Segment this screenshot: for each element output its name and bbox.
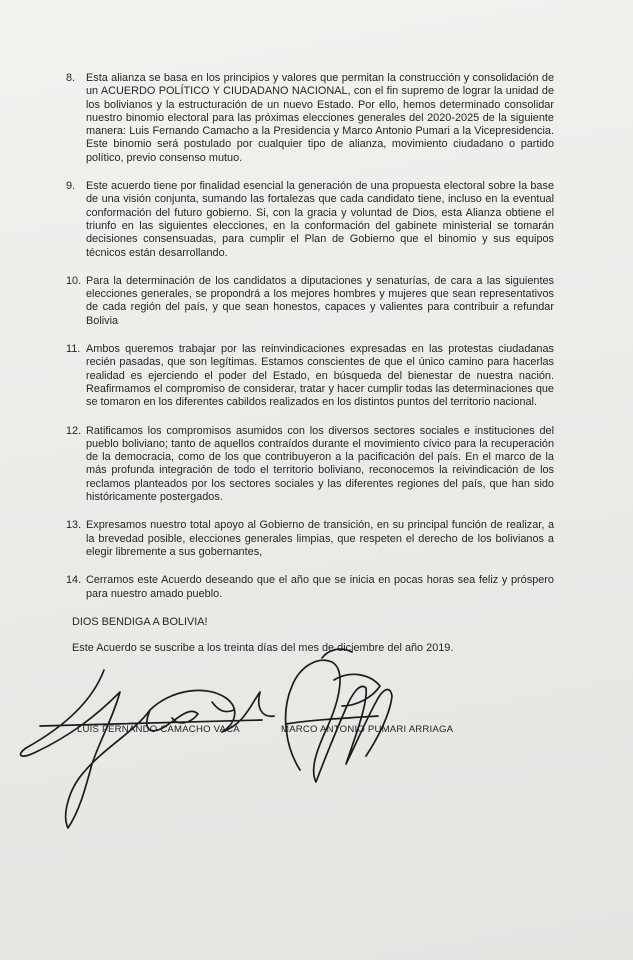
clause-text: Para la determinación de los candidatos a diputaciones y senaturías, de cara a las siguientes elecciones generales, se propondrá a los mejores hombres y mujeres que sean representativos de cada región del país, y que sean honestos, capaces y valientes para contribuir a refundar Bolivia — [86, 274, 554, 327]
signatory-name-pumari: MARCO ANTONIO PUMARI ARRIAGA — [281, 724, 454, 735]
signature-block — [0, 640, 633, 840]
clause-10 — [66, 275, 554, 328]
clause-text: Este acuerdo tiene por finalidad esencial la generación de una propuesta electoral sobre la base de una visión conjunta, sumando las fortalezas que cada candidato tiene, incluso en la eventual conformación del futuro gobierno. Si, con la gracia y voluntad de Dios, esta Alianza obtiene el triunfo en las siguientes elecciones, en la conformación del gabinete ministerial se tomarán decisiones consensuadas, para cumplir el Plan de Gobierno que el binomio y sus equipos técnicos están desarrollando. — [86, 180, 554, 259]
clause-12 — [66, 425, 554, 505]
clause-number: 14. — [66, 574, 82, 587]
clause-number: 8. — [66, 72, 76, 84]
clause-text: Expresamos nuestro total apoyo al Gobierno de transición, en su principal función de realizar, a la brevedad posible, elecciones generales limpias, que respeten el derecho de los bolivianos a elegir libremente a sus gobernantes, — [86, 519, 554, 558]
signing-date-line: Este Acuerdo se suscribe a los treinta días del mes de diciembre del año 2019. — [72, 642, 454, 655]
signatory-name-camacho: LUIS FERNANDO CAMACHO VACA — [77, 724, 240, 735]
document-body — [66, 72, 554, 655]
clause-number: 11. — [66, 343, 81, 356]
closing-blessing: DIOS BENDIGA A BOLIVIA! — [72, 615, 208, 628]
clause-text: Esta alianza se basa en los principios y valores que permitan la construcción y consolidación de un ACUERDO POLÍTICO Y CIUDADANO NACIONAL, con el fin supremo de lograr la unidad de los bolivianos y la estructuración de un nuevo Estado. Por ello, hemos determinado consolidar nuestro binomio electoral para las próximas elecciones generales del 2020-2025 de la siguiente manera: Luis Fernando Camacho a la Presidencia y Marco Antonio Pumari a la Vicepresidencia. Este binomio será postulado por cualquier tipo de alianza, movimiento ciudadano o partido político, previo consenso mutuo. — [86, 72, 554, 164]
clause-number: 12. — [66, 424, 82, 437]
clause-text: Cerramos este Acuerdo deseando que el año que se inicia en pocas horas sea feliz y próspero para nuestro amado pueblo. — [86, 574, 554, 600]
clause-number: 10. — [66, 274, 82, 287]
clause-14 — [66, 574, 554, 601]
clause-11 — [66, 343, 554, 409]
signature-camacho — [21, 670, 274, 828]
clause-text: Ratificamos los compromisos asumidos con los diversos sectores sociales e instituciones del pueblo boliviano; tanto de aquellos contraídos durante el movimiento cívico para la recuperación de la democracia, como de los que contribuyeron a la pacificación del país. En el marco de la más profunda integración de todo el territorio boliviano, reconocemos la reivindicación de los reclamos planteados por los sectores sociales y las diferentes regiones del país, que han sido históricamente postergados. — [86, 424, 554, 504]
clause-number: 9. — [66, 180, 76, 193]
clause-13 — [66, 519, 554, 559]
clause-text: Ambos queremos trabajar por las reinvindicaciones expresadas en las protestas ciudadanas recién pasadas, que son legítimas. Estamos conscientes de que el único camino para hacerlas realidad es ejerciendo el poder del Estado, en búsqueda del bienestar de nuestra nación. Reafirmamos el compromiso de considerar, tratar y hacer cumplir todas las determinaciones que se tomaron en los diferentes cabildos realizados en los distintos puntos del territorio nacional. — [86, 343, 554, 409]
clause-9 — [66, 180, 554, 260]
handwritten-signatures — [0, 640, 633, 840]
clause-number: 13. — [66, 519, 82, 532]
clause-8 — [66, 72, 554, 165]
